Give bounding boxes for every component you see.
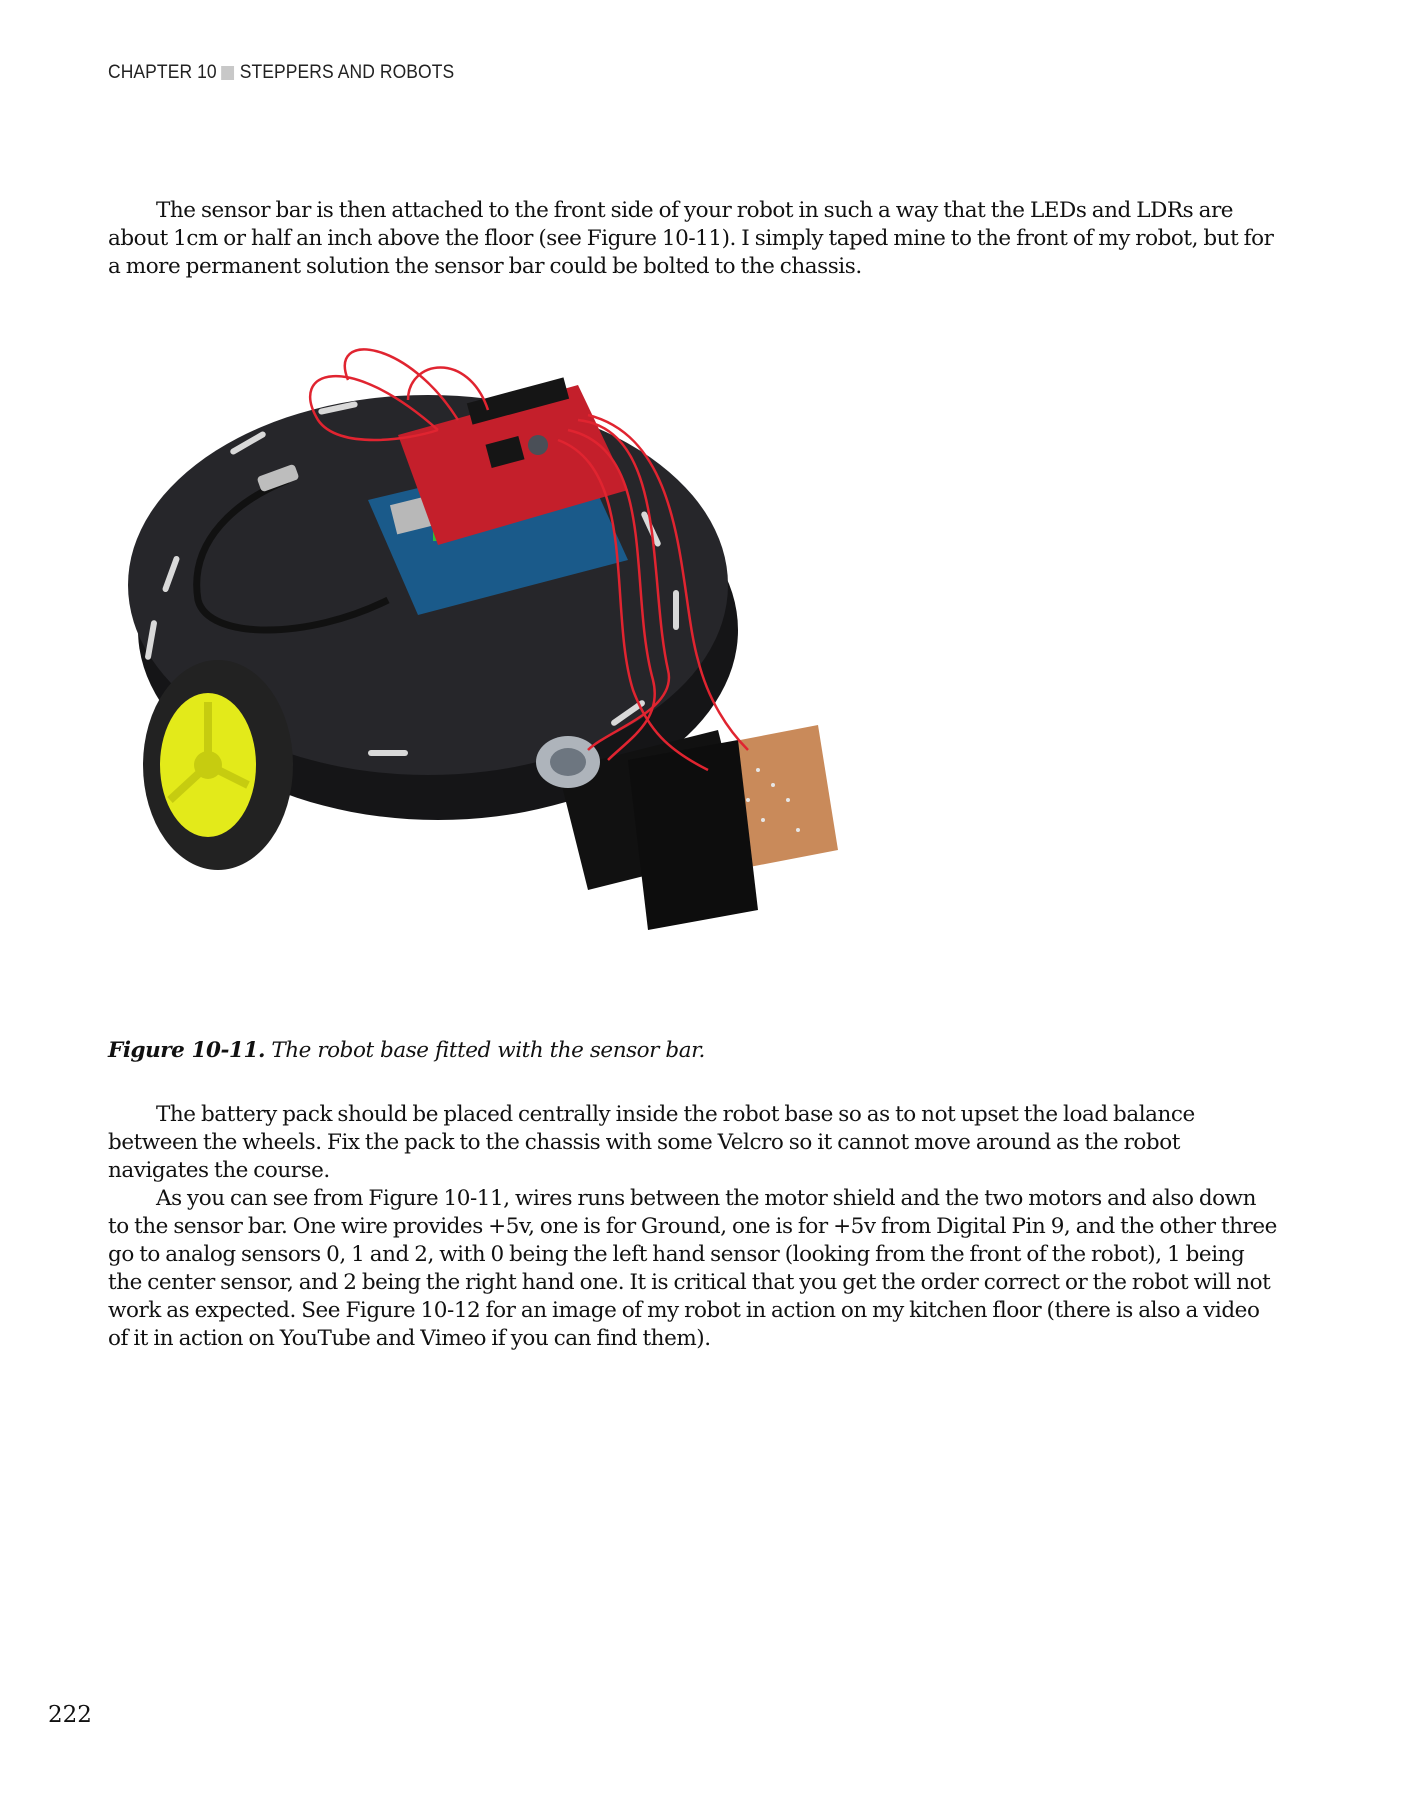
figure-caption — [108, 1038, 705, 1063]
paragraph-wiring: As you can see from Figure 10-11, wires runs between the motor shield and the two motors and also down to the sensor bar. One wire provides +5v, one is for Ground, one is for +5v from Digital Pin 9, and the other three go to analog sensors 0, 1 and 2, with 0 being the left hand sensor (looking from the front of the robot), 1 being the center sensor, and 2 being the right hand one. It is critical that you get the order correct or the robot will not work as expected. See Figure 10-12 for an image of my robot in action on my kitchen floor (there is also a video of it in action on YouTube and Vimeo if you can find them). — [108, 1186, 1277, 1351]
figure-robot-photo — [108, 330, 848, 995]
chapter-label: CHAPTER 10 — [108, 62, 217, 83]
section-label: STEPPERS AND ROBOTS — [239, 62, 455, 83]
figure-caption-text: The robot base fitted with the sensor bar. — [271, 1038, 705, 1063]
page-number: 222 — [48, 1702, 92, 1728]
separator-square-icon — [221, 66, 234, 80]
paragraph-battery-pack: The battery pack should be placed centrally inside the robot base so as to not upset the load balance between the wheels. Fix the pack to the chassis with some Velcro so it cannot move around as the robot navigates the course. — [108, 1102, 1195, 1183]
robot-illustration — [108, 330, 848, 995]
running-head — [108, 62, 454, 84]
figure-label: Figure 10-11. — [108, 1038, 265, 1063]
paragraph-sensor-bar: The sensor bar is then attached to the front side of your robot in such a way that the LEDs and LDRs are about 1cm or half an inch above the floor (see Figure 10-11). I simply taped mine to the front of my robot, but for a more permanent solution the sensor bar could be bolted to the chassis. — [108, 198, 1274, 279]
